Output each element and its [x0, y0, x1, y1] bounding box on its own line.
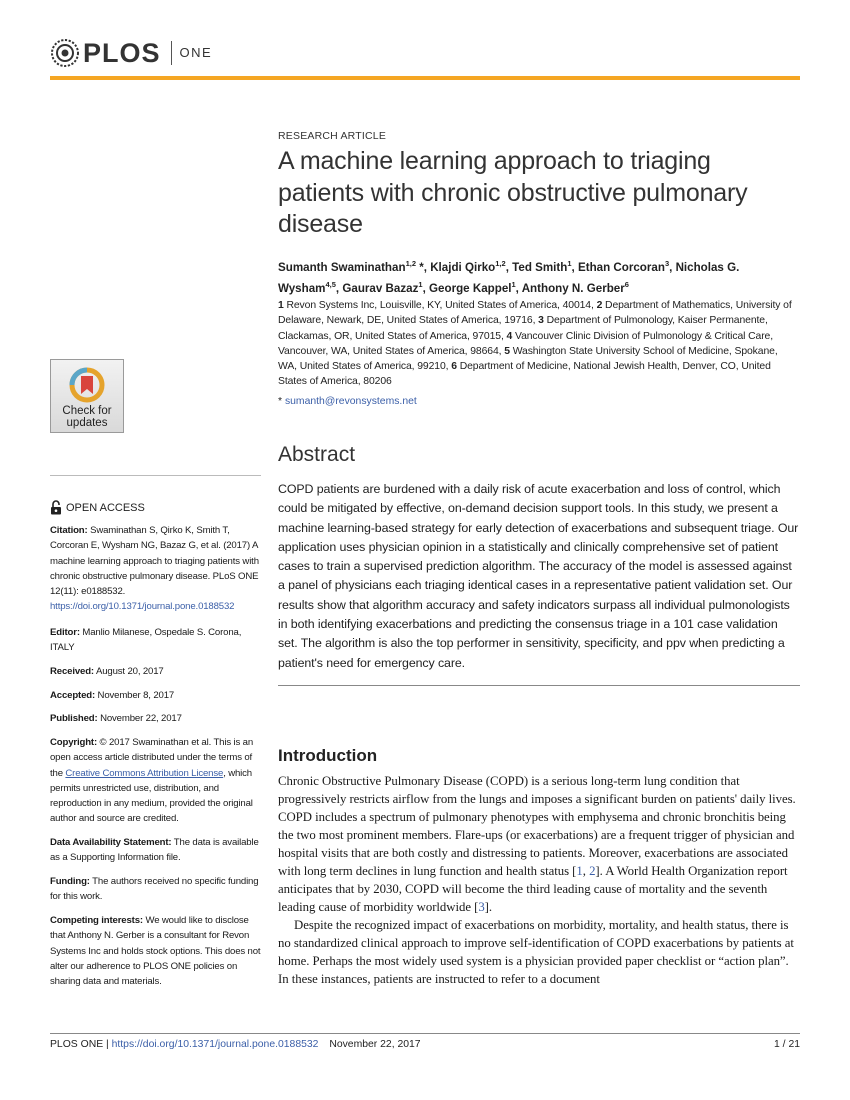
plos-logo[interactable] [50, 38, 212, 68]
footer-divider [50, 1033, 800, 1034]
article-title: A machine learning approach to triaging patients with chronic obstructive pulmonary disease [278, 147, 748, 238]
accepted-label: Accepted: [50, 690, 96, 701]
author-name: Nicholas G. Wysham [278, 260, 740, 295]
citation-block [50, 523, 262, 615]
citation-ref-3[interactable]: 3 [478, 900, 485, 914]
copyright-label: Copyright: [50, 737, 97, 748]
published-block [50, 711, 262, 726]
author-name: George Kappel [429, 281, 512, 295]
author-list: Sumanth Swaminathan$^{1,2}$ *, Klajdi Qirko$^{1,2}$, Ted Smith$^1$, Ethan Corcoran$^3$, Nicholas G. Wysham$^{4,5}$, Gaurav Bazaz$^1$, George Kappel$^1$, Anthony N. Gerber$^6$ [278, 259, 740, 295]
author [521, 279, 629, 295]
intro-paragraph-1 [278, 772, 800, 916]
accepted-block [50, 688, 262, 703]
plos-logo-mark-icon [50, 38, 80, 68]
data-availability-block [50, 835, 262, 866]
affiliation-text: Washington State University School of Medicine, Spokane, WA, United States of America, 99210, [278, 345, 778, 373]
competing-interests-label: Competing interests: [50, 915, 143, 926]
abstract-divider [278, 685, 800, 686]
data-availability-text: The data is available as a Supporting Information file. [50, 837, 259, 864]
received-label: Received: [50, 666, 94, 677]
affiliation-text: Department of Mathematics, University of Delaware, Newark, DE, United States of America, 19716, [278, 300, 792, 327]
affiliation-number: 3 [538, 315, 544, 327]
author [578, 261, 669, 274]
intro-p1-text: Chronic Obstructive Pulmonary Disease (COPD) is a serious long-term lung condition that progressively restricts airflow from the lungs and imposes a significant burden on patients' daily lives. COPD includes a spectrum of pulmonary phenotypes with emphysema and chronic bronchitis being the two most prominent members. Flare-ups (or exacerbations) are a frequent trigger of physician and hospital visits that are both costly and distressing to patients. Moreover, exacerbations are associated with long term declines in lung function and health status [ [278, 774, 796, 878]
author-name: Ethan Corcoran [577, 260, 665, 274]
author-name: Gaurav Bazaz [342, 281, 419, 295]
data-availability-label: Data Availability Statement: [50, 837, 172, 848]
badge-label [51, 405, 123, 429]
affiliation-number: 4 [506, 330, 513, 342]
author-affiliation-sup: 1 [567, 259, 572, 268]
introduction-body [278, 772, 800, 988]
author-corresponding-mark: * [416, 260, 424, 274]
citation-label: Citation: [50, 525, 88, 536]
crossmark-icon [68, 366, 106, 404]
page-number: 1 / 21 [774, 1039, 800, 1050]
author-affiliation-sup: 1,2 [405, 259, 416, 268]
header-accent-bar [50, 76, 800, 80]
author [278, 261, 424, 274]
competing-interests-text: We would like to disclose that Anthony N. Gerber is a consultant for Revon Systems Inc and holds stock options. This does not alter our adherence to PLOS ONE policies on sharing data and materials. [50, 915, 261, 988]
check-for-updates-badge[interactable] [50, 359, 124, 433]
author [342, 279, 423, 295]
abstract-text: COPD patients are burdened with a daily risk of acute exacerbation and loss of control, which could be mitigated by effective, on-demand decision support tools. In this study, we present a machine learning-based strategy for early detection of exacerbations and subsequent triage. Our application uses physician opinion in a statistically and clinically comprehensive set of patient cases to train a supervised prediction algorithm. The accuracy of the model is assessed against a panel of physicians each triaging identical cases in a representative patient validation set. Our results show that algorithm accuracy and safety indicators surpass all individual pulmonologists in both identifying exacerbations and predicting the consensus triage in a 101 case validation set. The algorithm is also the top performer in sensitivity, specificity, and ppv when predicting a patient's need for emergency care. [278, 482, 799, 670]
plos-logo-word: PLOS [83, 38, 161, 68]
competing-interests-block [50, 913, 262, 989]
affiliation-number: 5 [504, 345, 510, 357]
citation-ref-2[interactable]: 2 [589, 864, 596, 878]
editor-text: Manlio Milanese, Ospedale S. Corona, ITALY [50, 627, 242, 654]
author-name: Sumanth Swaminathan [278, 260, 406, 274]
citation-doi-link[interactable]: https://doi.org/10.1371/journal.pone.0188532 [50, 601, 235, 613]
open-lock-icon [50, 500, 62, 515]
author-name: Klajdi Qirko [430, 260, 496, 274]
accepted-date: November 8, 2017 [97, 690, 175, 701]
affiliation-text: Vancouver Clinic Division of Pulmonology & Critical Care, Vancouver, WA, United States of America, 98664, [278, 330, 774, 357]
author-affiliation-sup: 1,2 [495, 259, 506, 268]
intro-p1-sep: , [582, 864, 590, 878]
funding-block [50, 874, 262, 905]
logo-divider [171, 41, 172, 65]
open-access-text: OPEN ACCESS [66, 501, 145, 514]
editor-label: Editor: [50, 627, 80, 638]
author-affiliation-sup: 1 [511, 279, 516, 289]
author [430, 261, 506, 274]
author-affiliation-sup: 1 [418, 279, 423, 289]
author-name: Ted Smith [512, 260, 568, 274]
editor-block [50, 625, 262, 656]
received-block [50, 664, 262, 679]
author [429, 279, 516, 295]
funding-label: Funding: [50, 876, 90, 887]
affiliation-text: Revon Systems Inc, Louisville, KY, United States of America, 40014, [283, 300, 597, 311]
footer-journal: PLOS ONE | [50, 1039, 112, 1050]
footer-date: November 22, 2017 [329, 1039, 421, 1050]
funding-text: The authors received no specific funding for this work. [50, 876, 259, 903]
author-affiliation-sup: 6 [624, 279, 629, 289]
intro-paragraph-2: Despite the recognized impact of exacerbations on morbidity, mortality, and health status, there is no standardized clinical approach to improve self-identification of COPD exacerbations by patients at home. Perhaps the most widely used system is a physician provided paper checklist or “action plan”. In these instances, patients are instructed to refer to a document [278, 918, 794, 986]
copyright-text: © 2017 Swaminathan et al. This is an open access article distributed under the terms of the [50, 737, 253, 779]
author-affiliation-sup: 3 [664, 259, 670, 268]
affiliation-number: 1 [278, 300, 284, 311]
license-link[interactable]: Creative Commons Attribution License [65, 767, 224, 779]
open-access-label [50, 500, 145, 515]
affiliation-number: 6 [451, 361, 457, 373]
left-divider [50, 475, 261, 476]
received-date: August 20, 2017 [95, 666, 164, 677]
citation-ref-1[interactable]: 1 [576, 864, 583, 878]
copyright-text-end: , which permits unrestricted use, distribution, and reproduction in any medium, provided the original author and source are credited. [50, 767, 253, 825]
introduction-heading: Introduction [278, 746, 378, 765]
journal-name: ONE [179, 45, 213, 60]
affiliation-text: Department of Pulmonology, Kaiser Permanente, Clackamas, OR, United States of America, 97015, [278, 315, 768, 342]
footer-citation [50, 1039, 421, 1050]
abstract-heading: Abstract [278, 443, 356, 466]
published-label: Published: [50, 713, 98, 724]
affiliation-number: 2 [596, 300, 603, 311]
corresponding-mark: * [278, 396, 283, 407]
footer-doi-link[interactable]: https://doi.org/10.1371/journal.pone.0188532 [111, 1039, 319, 1050]
badge-line-1: Check for [62, 405, 112, 417]
article-type: RESEARCH ARTICLE [278, 130, 387, 142]
published-date: November 22, 2017 [100, 713, 182, 724]
intro-p1-text-2: ]. A World Health Organization report anticipates that by 2030, COPD will become the third leading cause of mortality and the seventh leading cause of morbidity worldwide [ [278, 864, 788, 914]
author-name: Anthony N. Gerber [521, 281, 625, 295]
author-affiliation-sup: 4,5 [325, 279, 336, 289]
affiliations [278, 298, 798, 390]
badge-line-2: updates [66, 417, 108, 429]
copyright-block [50, 735, 262, 827]
corresponding-author [278, 396, 417, 407]
author [512, 261, 571, 274]
corresponding-email-link[interactable]: sumanth@revonsystems.net [284, 396, 417, 407]
intro-p1-end: ]. [484, 900, 493, 914]
affiliation-text: Department of Medicine, National Jewish Health, Denver, CO, United States of America, 80206 [278, 361, 771, 388]
citation-text: Swaminathan S, Qirko K, Smith T, Corcoran E, Wysham NG, Bazaz G, et al. (2017) A machine learning approach to triaging patients with chronic obstructive pulmonary disease. PLoS ONE 12(11): e0188532. [50, 525, 259, 598]
